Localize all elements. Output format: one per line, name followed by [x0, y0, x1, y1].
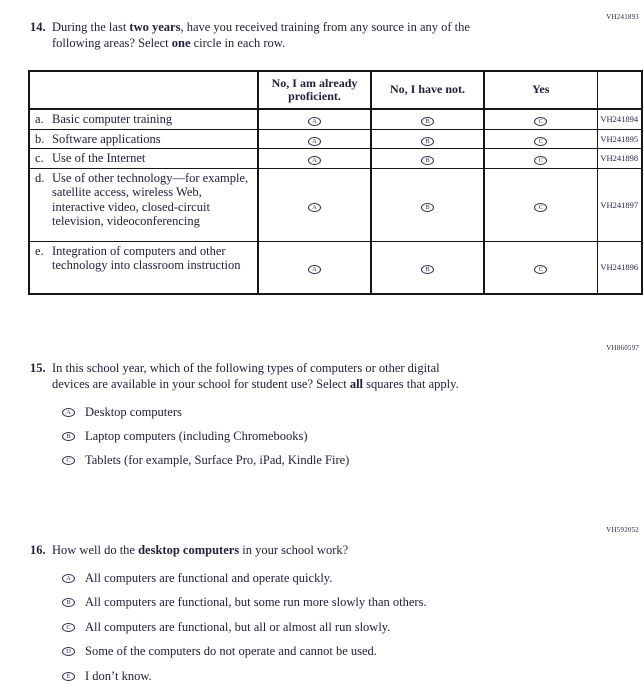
- table-row-a: [29, 109, 642, 129]
- row-a-letter: a.: [35, 112, 44, 126]
- q14-l1-post: , have you received training from any source in any of the: [180, 20, 470, 34]
- question-15-number: 15.: [30, 361, 46, 375]
- row-b-cell-c: [484, 129, 597, 149]
- bubble-q16-option-c[interactable]: C: [62, 623, 75, 632]
- q16-option-e-label: I don’t know.: [85, 668, 152, 683]
- bubble-row-a-option-b[interactable]: B: [421, 117, 434, 126]
- question-16-options: [62, 566, 427, 687]
- bubble-row-d-option-b[interactable]: B: [421, 203, 434, 212]
- q15-l2-post: squares that apply.: [363, 376, 459, 391]
- q15-option-desktop: [62, 400, 349, 424]
- bubble-q15-option-b[interactable]: B: [62, 432, 75, 441]
- question-15-line2: [52, 377, 557, 393]
- row-a-label: Basic computer training: [52, 112, 173, 126]
- bubble-row-a-option-c[interactable]: C: [534, 117, 547, 126]
- bubble-q16-option-b[interactable]: B: [62, 598, 75, 607]
- row-e-label: Integration of computers and other technology into classroom instruction: [52, 243, 241, 272]
- row-a-cell-b: [371, 109, 484, 129]
- row-a-label-cell: [29, 109, 258, 129]
- row-e-letter: e.: [35, 243, 44, 258]
- bubble-row-c-option-c[interactable]: C: [534, 156, 547, 165]
- row-b-cell-b: [371, 129, 484, 149]
- row-d-cell-b: [371, 168, 484, 241]
- q16-option-a: [62, 566, 427, 591]
- header-col-yes: Yes: [484, 71, 597, 109]
- bubble-row-d-option-c[interactable]: C: [534, 203, 547, 212]
- bubble-row-c-option-b[interactable]: B: [421, 156, 434, 165]
- row-a-cell-a: [258, 109, 371, 129]
- row-c-cell-b: [371, 149, 484, 169]
- q15-l2-bold: all: [349, 376, 364, 391]
- row-b-cell-a: [258, 129, 371, 149]
- q15-option-laptop: [62, 424, 349, 448]
- bubble-row-e-option-b[interactable]: B: [421, 265, 434, 274]
- row-c-label-cell: [29, 149, 258, 169]
- row-b-letter: b.: [35, 131, 45, 146]
- bubble-q16-option-d[interactable]: D: [62, 647, 75, 656]
- header-col-already-proficient: No, I am already proficient.: [258, 71, 371, 109]
- q16-option-b-label: All computers are functional, but some run more slowly than others.: [85, 595, 427, 610]
- row-e-cell-b: [371, 241, 484, 294]
- q16-option-e: [62, 664, 427, 687]
- bubble-q15-option-a[interactable]: A: [62, 408, 75, 417]
- q16-option-a-label: All computers are functional and operate quickly.: [85, 570, 333, 585]
- item-code-q16: VH592052: [606, 526, 639, 534]
- q14-l2-pre: following areas? Select: [52, 35, 172, 50]
- row-d-label: Use of other technology—for example, satellite access, wireless Web, interactive video, closed-circuit television, videoconferencing: [52, 170, 249, 228]
- row-d-cell-a: [258, 168, 371, 241]
- q16-l1-bold: desktop computers: [138, 543, 240, 557]
- q15-option-a-label: Desktop computers: [85, 404, 182, 419]
- row-d-code: VH241897: [597, 168, 642, 241]
- question-14-text: [52, 20, 557, 51]
- row-b-label: Software applications: [52, 131, 161, 146]
- item-code-q15: VH860597: [606, 344, 639, 352]
- q14-response-table: [28, 70, 643, 295]
- bubble-q16-option-a[interactable]: A: [62, 574, 75, 583]
- q16-l1-pre: How well do the: [52, 543, 139, 557]
- q15-option-c-label: Tablets (for example, Surface Pro, iPad, Kindle Fire): [85, 452, 350, 467]
- question-14-number: 14.: [30, 20, 46, 34]
- row-c-cell-c: [484, 149, 597, 169]
- q14-l2-bold: one: [171, 35, 191, 50]
- q16-option-d: [62, 640, 427, 665]
- question-15-options: [62, 400, 349, 472]
- question-16-number: 16.: [30, 543, 46, 557]
- bubble-row-a-option-a[interactable]: A: [308, 117, 321, 126]
- row-e-cell-a: [258, 241, 371, 294]
- row-e-cell-c: [484, 241, 597, 294]
- table-row-e: [29, 241, 642, 294]
- question-15: [30, 361, 557, 392]
- header-col-have-not: No, I have not.: [371, 71, 484, 109]
- bubble-row-b-option-c[interactable]: C: [534, 137, 547, 146]
- question-15-text: [52, 361, 557, 392]
- q14-l1-bold: two years: [129, 20, 181, 34]
- table-header-row: [29, 71, 642, 109]
- row-c-label: Use of the Internet: [52, 151, 146, 165]
- row-c-cell-a: [258, 149, 371, 169]
- row-d-cell-c: [484, 168, 597, 241]
- header-empty-cell: [29, 71, 258, 109]
- table-row-b: [29, 129, 642, 149]
- header-code-cell: [597, 71, 642, 109]
- q14-l1-pre: During the last: [52, 20, 130, 34]
- table-row-d: [29, 168, 642, 241]
- question-16-line1: [52, 543, 557, 559]
- item-code-q14: VH241893: [606, 13, 639, 21]
- row-d-label-cell: [29, 168, 258, 241]
- bubble-row-e-option-a[interactable]: A: [308, 265, 321, 274]
- row-a-cell-c: [484, 109, 597, 129]
- row-c-letter: c.: [35, 151, 44, 165]
- bubble-row-e-option-c[interactable]: C: [534, 265, 547, 274]
- question-16: [30, 543, 557, 559]
- bubble-row-b-option-a[interactable]: A: [308, 137, 321, 146]
- question-14: [30, 20, 557, 51]
- q16-l1-post: in your school work?: [239, 543, 349, 557]
- row-e-label-cell: [29, 241, 258, 294]
- row-e-code: VH241896: [597, 241, 642, 294]
- q16-option-d-label: Some of the computers do not operate and cannot be used.: [85, 644, 377, 659]
- question-14-line2: [52, 36, 557, 52]
- bubble-row-d-option-a[interactable]: A: [308, 203, 321, 212]
- question-16-text: [52, 543, 557, 559]
- q15-option-b-label: Laptop computers (including Chromebooks): [85, 428, 308, 443]
- bubble-q15-option-c[interactable]: C: [62, 456, 75, 465]
- q16-option-b: [62, 591, 427, 616]
- row-d-letter: d.: [35, 170, 45, 185]
- question-14-line1: [52, 20, 557, 36]
- row-c-code: VH241898: [597, 149, 642, 169]
- q16-option-c-label: All computers are functional, but all or almost all run slowly.: [85, 619, 391, 634]
- bubble-q16-option-e[interactable]: E: [62, 672, 75, 681]
- q14-l2-post: circle in each row.: [190, 35, 286, 50]
- table-row-c: [29, 149, 642, 169]
- row-b-label-cell: [29, 129, 258, 149]
- q16-option-c: [62, 615, 427, 640]
- bubble-row-c-option-a[interactable]: A: [308, 156, 321, 165]
- q15-option-tablet: [62, 448, 349, 472]
- bubble-row-b-option-b[interactable]: B: [421, 137, 434, 146]
- q15-l2-pre: devices are available in your school for student use? Select: [52, 376, 350, 391]
- question-15-line1: In this school year, which of the following types of computers or other digital: [52, 361, 440, 375]
- row-a-code: VH241894: [597, 109, 642, 129]
- row-b-code: VH241895: [597, 129, 642, 149]
